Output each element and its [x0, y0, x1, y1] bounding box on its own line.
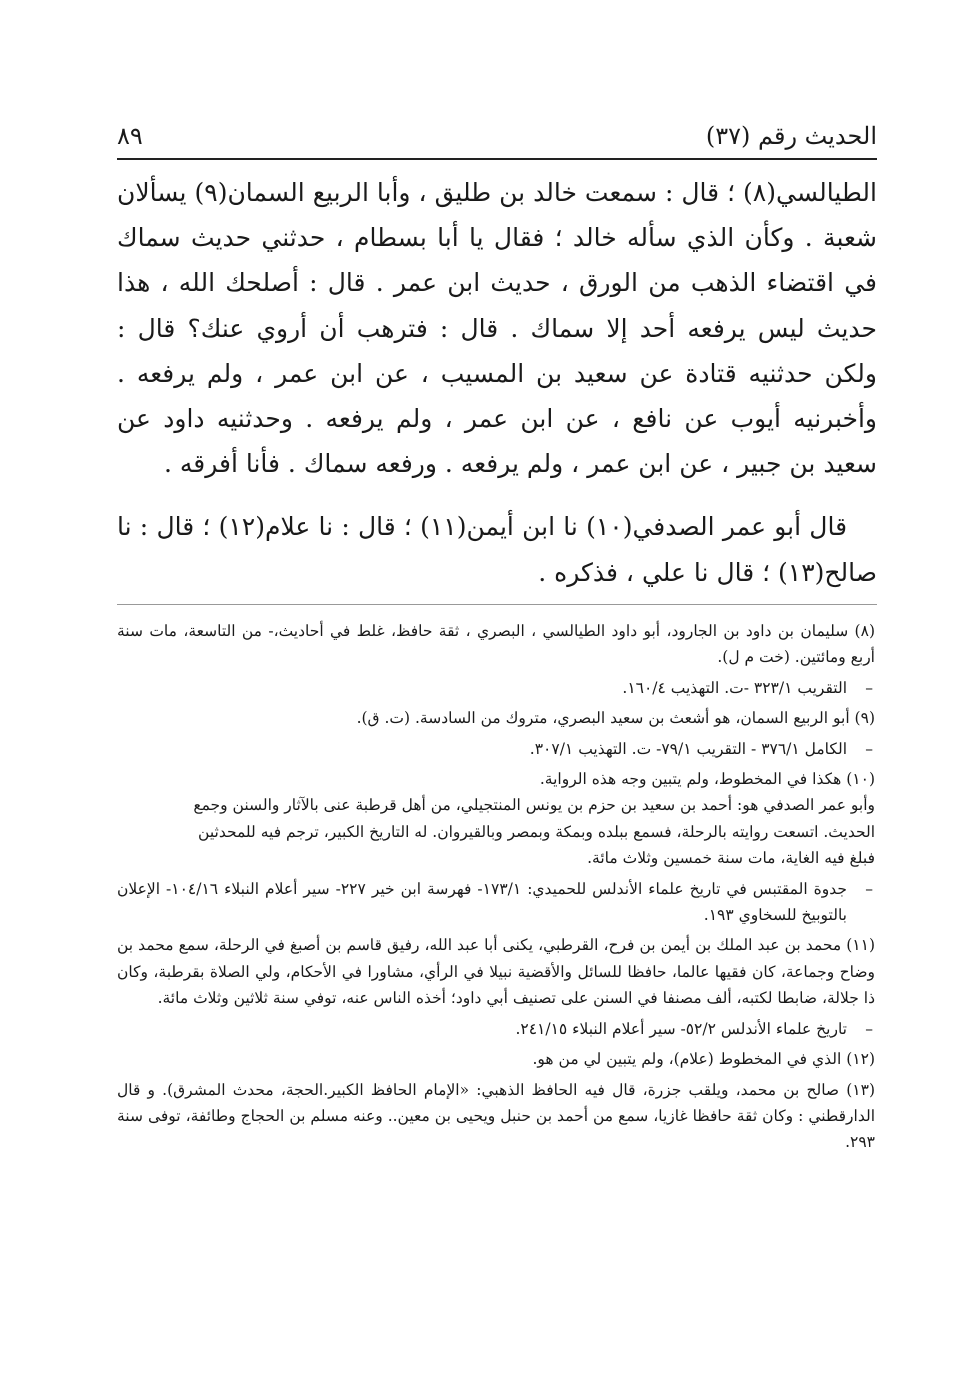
footnote-10-continuation [117, 792, 875, 871]
footnote-11: (١١) محمد بن عبد الملك بن أيمن بن فرح، القرطبي، يكنى أبا عبد الله، رفيق قاسم بن أصبغ في الرحلة، سمع محمد بن وضاح وجماعة، كان فقيها عالما، حافظا للسائل والأقضية نبيلا في الرأي، مشاورا في الأحكام، ولي الصلاة بقرطبة، وكان ذا جلالة، ضابطا لكتبه، ألف مصنفا في السنن على تصنيف أبي داود؛ أخذه الناس عنه، توفي سنة ثلاثين وثلاث مائة. [117, 936, 875, 1008]
footnote-8-reference [117, 675, 875, 701]
footnote-11-reference [117, 1016, 875, 1042]
footnote-12: (١٢) الذي في المخطوط (علام)، ولم يتبين لي من هو. [532, 1050, 875, 1069]
header-title: الحديث رقم (٣٧) [705, 122, 877, 150]
main-paragraph-2: قال أبو عمر الصدفي(١٠) نا ابن أيمن(١١) ؛ قال : نا علام(١٢) ؛ قال : نا صالح(١٣) ؛ قال نا علي ، فذكره . [117, 512, 877, 587]
reference-dash: – [865, 739, 873, 758]
footnote-13: (١٣) صالح بن محمد، ويلقب جزرة، قال فيه الحافظ الذهبي: «الإمام الحافظ الكبير.الحجة، محدث المشرق). و قال الدارقطني : وكان ثقة حافظا غازيا، سمع من أحمد بن حنبل ويحيى بن معين.. وعنه مسلم بن الحجاج وطائفة، توفى سنة ٢٩٣. [117, 1080, 875, 1152]
footnote-9-reference [117, 736, 875, 762]
footnote-9-reference-text: الكامل ٣٧٦/١ - التقريب ٧٩/١- ت. التهذيب ٣٠٧/١. [529, 739, 847, 758]
footnote-10-reference-text: جدوة المقتبس في تاريخ علماء الأندلس للحميدي: ١٧٣/١- فهرسة ابن خير ٢٢٧- سير أعلام النبلاء ١٠٤/١٦- الإعلان بالتوبيخ للسخاوي ١٩٣. [117, 879, 847, 925]
footnote-8: (٨) سليمان بن داود بن الجارود، أبو داود الطيالسي ، البصري ، ثقة حافظ، غلط في أحاديث،- من التاسعة، مات سنة أربع ومائتين. (خت م ل). [117, 622, 875, 667]
reference-dash: – [865, 1019, 873, 1038]
footnotes [117, 618, 875, 1160]
footnote-10-reference [117, 876, 875, 929]
main-paragraph-1: الطيالسي(٨) ؛ قال : سمعت خالد بن طليق ، وأبا الربيع السمان(٩) يسألان شعبة . وكأن الذي سأله خالد ؛ فقال يا أبا بسطام ، حدثني حديث سماك في اقتضاء الذهب من الورق ، حديث ابن عمر . قال : أصلحك الله ، هذا حديث ليس يرفعه أحد إلا سماك . قال : فترهب أن أروي عنك؟ قال : ولكن حدثنيه قتادة عن سعيد بن المسيب ، عن ابن عمر ، ولم يرفعه . وأخبرنيه أيوب عن نافع ، عن ابن عمر ، ولم يرفعه . وحدثنيه داود عن سعيد بن جبير ، عن ابن عمر ، ولم يرفعه . ورفعه سماك . فأنا أفرقه . [117, 178, 877, 479]
page-number: ٨٩ [117, 122, 143, 150]
footnote-separator [117, 604, 877, 605]
reference-dash: – [865, 678, 873, 697]
running-header [117, 108, 877, 150]
footnote-10-line-1: وأبو عمر الصدفي هو: أحمد بن سعيد بن حزم بن يونس المنتجيلي، من أهل قرطبة عنى بالآثار والسنن وجمع [193, 796, 875, 815]
footnote-11-reference-text: تاريخ علماء الأندلس ٥٢/٢- سير أعلام النبلاء ٢٤١/١٥. [515, 1019, 847, 1038]
reference-dash: – [865, 879, 873, 898]
footnote-10-line-3: فبلغ فيه الغاية، مات سنة خمسين وثلاث مائة. [587, 849, 875, 868]
footnote-9: (٩) أبو الربيع السمان، هو أشعث بن سعيد البصري، متروك من السادسة. (ت. ق). [356, 709, 875, 728]
footnote-10: (١٠) هكذا في المخطوط، ولم يتبين وجه هذه الرواية. [539, 770, 875, 789]
footnote-10-line-2: الحديث. اتسعت روايته بالرحلة، فسمع ببلده وبمكة وبمصر وبالقيروان. له التاريخ الكبير، ترجم فيه للمحدثين [198, 822, 875, 841]
main-text [117, 170, 877, 595]
footnote-8-reference-text: التقريب ٣٢٣/١ -ت. التهذيب ١٦٠/٤. [622, 678, 847, 697]
header-rule [117, 158, 877, 160]
